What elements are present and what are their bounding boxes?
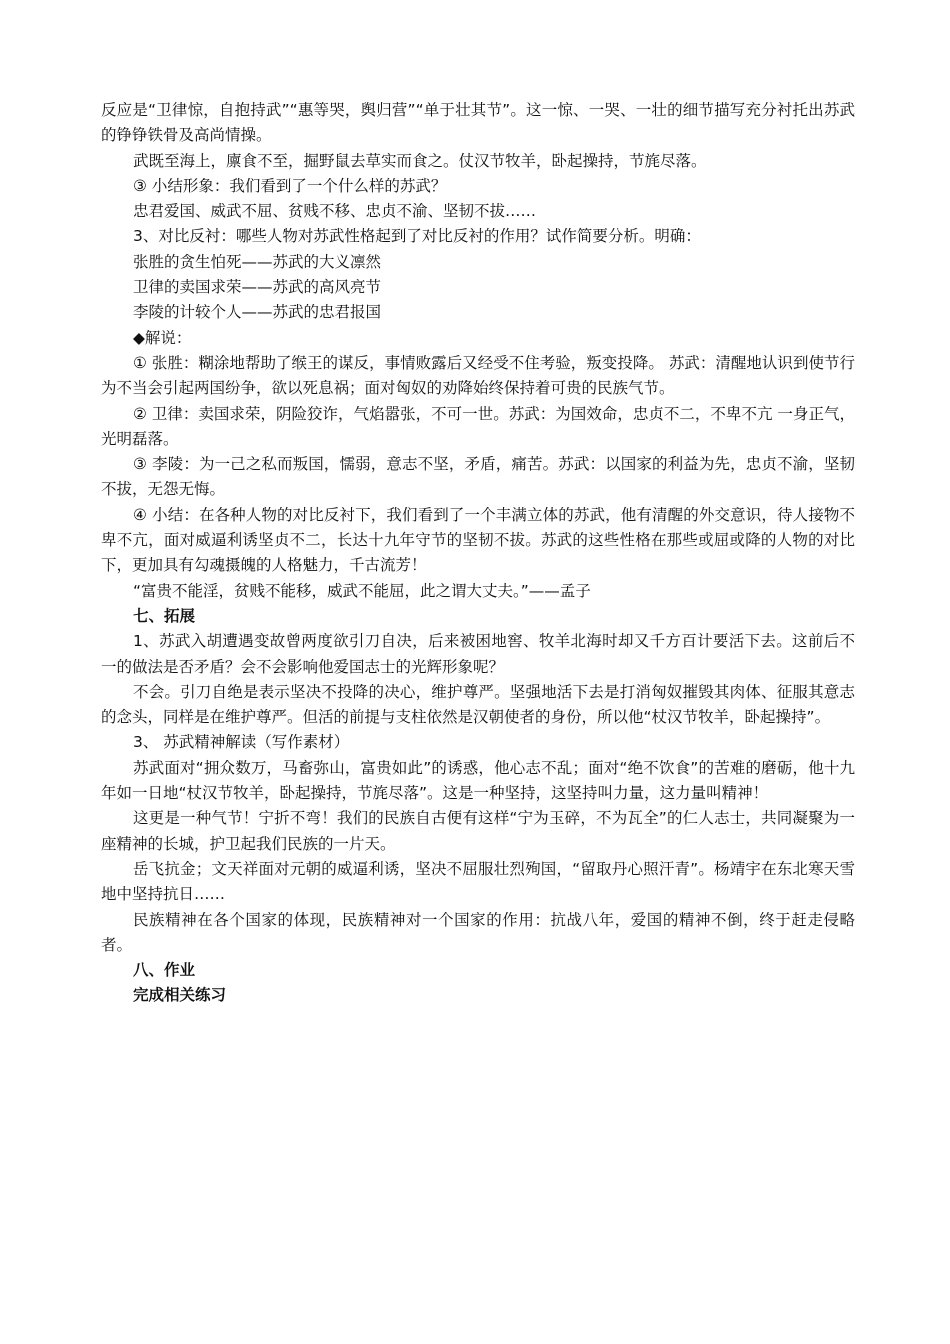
paragraph-reaction-detail: 反应是“卫律惊，自抱持武”“惠等哭，舆归营”“单于壮其节”。这一惊、一哭、一壮的细节描写充分衬托出苏武的铮铮铁骨及高尚情操。 xyxy=(101,101,855,145)
paragraph-summary-answer: 忠君爱国、威武不屈、贫贱不移、忠贞不渝、坚韧不拔…… xyxy=(133,202,537,221)
paragraph-explanation-summary: ④ 小结：在各种人物的对比反衬下，我们看到了一个丰满立体的苏武，他有清醒的外交意识，待人接物不卑不亢，面对威逼利诱坚贞不二，长达十九年守节的坚韧不拔。苏武的这些性格在那些或屈或降的人物的对比下，更加具有勾魂摄魄的人格魅力，千古流芳！ xyxy=(101,505,855,575)
paragraph-explanation-weilv: ② 卫律：卖国求荣，阴险狡诈，气焰嚣张，不可一世。苏武：为国效命，忠贞不二，不卑不亢 一身正气，光明磊落。 xyxy=(101,404,855,448)
document-body xyxy=(101,98,855,1009)
section-heading-homework: 八、作业 xyxy=(133,961,196,980)
paragraph-spirit-heading: 3、 苏武精神解读（写作素材） xyxy=(133,733,350,752)
section-heading-extension: 七、拓展 xyxy=(133,606,196,625)
paragraph-contrast-weilv: 卫律的卖国求荣——苏武的高风亮节 xyxy=(133,278,382,297)
paragraph-explanation-liling: ③ 李陵：为一己之私而叛国，懦弱，意志不坚，矛盾，痛苦。苏武：以国家的利益为先，忠贞不渝，坚韧不拔，无怨无悔。 xyxy=(101,455,855,499)
paragraph-spirit-integrity: 这更是一种气节！宁折不弯！我们的民族自古便有这样“宁为玉碎，不为瓦全”的仁人志士，共同凝聚为一座精神的长城，护卫起我们民族的一片天。 xyxy=(101,809,855,853)
paragraph-extension-answer: 不会。引刀自绝是表示坚决不投降的决心，维护尊严。坚强地活下去是打消匈奴摧毁其肉体、征服其意志的念头，同样是在维护尊严。但活的前提与支柱依然是汉朝使者的身份，所以他“杖汉节牧羊，卧起操持”。 xyxy=(101,682,855,727)
paragraph-contrast-zhangsheng: 张胜的贪生怕死——苏武的大义凛然 xyxy=(133,252,382,271)
paragraph-contrast-question: 3、对比反衬：哪些人物对苏武性格起到了对比反衬的作用？试作简要分析。明确： xyxy=(133,227,701,246)
paragraph-contrast-liling: 李陵的计较个人——苏武的忠君报国 xyxy=(133,303,382,322)
paragraph-spirit-examples: 岳飞抗金；文天祥面对元朝的威逼利诱，坚决不屈服壮烈殉国，“留取丹心照汗青”。杨靖宇在东北寒天雪地中坚持抗日…… xyxy=(101,859,855,904)
homework-instruction: 完成相关练习 xyxy=(133,986,227,1005)
paragraph-spirit-nation: 民族精神在各个国家的体现，民族精神对一个国家的作用：抗战八年，爱国的精神不倒，终于赶走侵略者。 xyxy=(101,910,855,954)
paragraph-spirit-temptation: 苏武面对“拥众数万，马畜弥山，富贵如此”的诱惑，他心志不乱；面对“绝不饮食”的苦难的磨砺，他十九年如一日地“杖汉节牧羊，卧起操持，节旄尽落”。这是一种坚持，这坚持叫力量，这力量叫精神！ xyxy=(101,758,855,803)
paragraph-quote-herding: 武既至海上，廪食不至，掘野鼠去草实而食之。仗汉节牧羊，卧起操持，节旄尽落。 xyxy=(133,151,707,170)
paragraph-summary-question: ③ 小结形象：我们看到了一个什么样的苏武？ xyxy=(133,176,447,195)
paragraph-explanation-label: ◆解说： xyxy=(133,328,192,347)
paragraph-mencius-quote: “富贵不能淫，贫贱不能移，威武不能屈，此之谓大丈夫。”——孟子 xyxy=(133,581,591,600)
paragraph-extension-question: 1、苏武入胡遭遇变故曾两度欲引刀自决，后来被困地窖、牧羊北海时却又千方百计要活下去。这前后不一的做法是否矛盾？会不会影响他爱国志士的光辉形象呢？ xyxy=(101,632,855,676)
paragraph-explanation-zhangsheng: ① 张胜：糊涂地帮助了缑王的谋反，事情败露后又经受不住考验，叛变投降。 苏武：清醒地认识到使节行为不当会引起两国纷争，欲以死息祸；面对匈奴的劝降始终保持着可贵的民族气节。 xyxy=(101,353,855,398)
